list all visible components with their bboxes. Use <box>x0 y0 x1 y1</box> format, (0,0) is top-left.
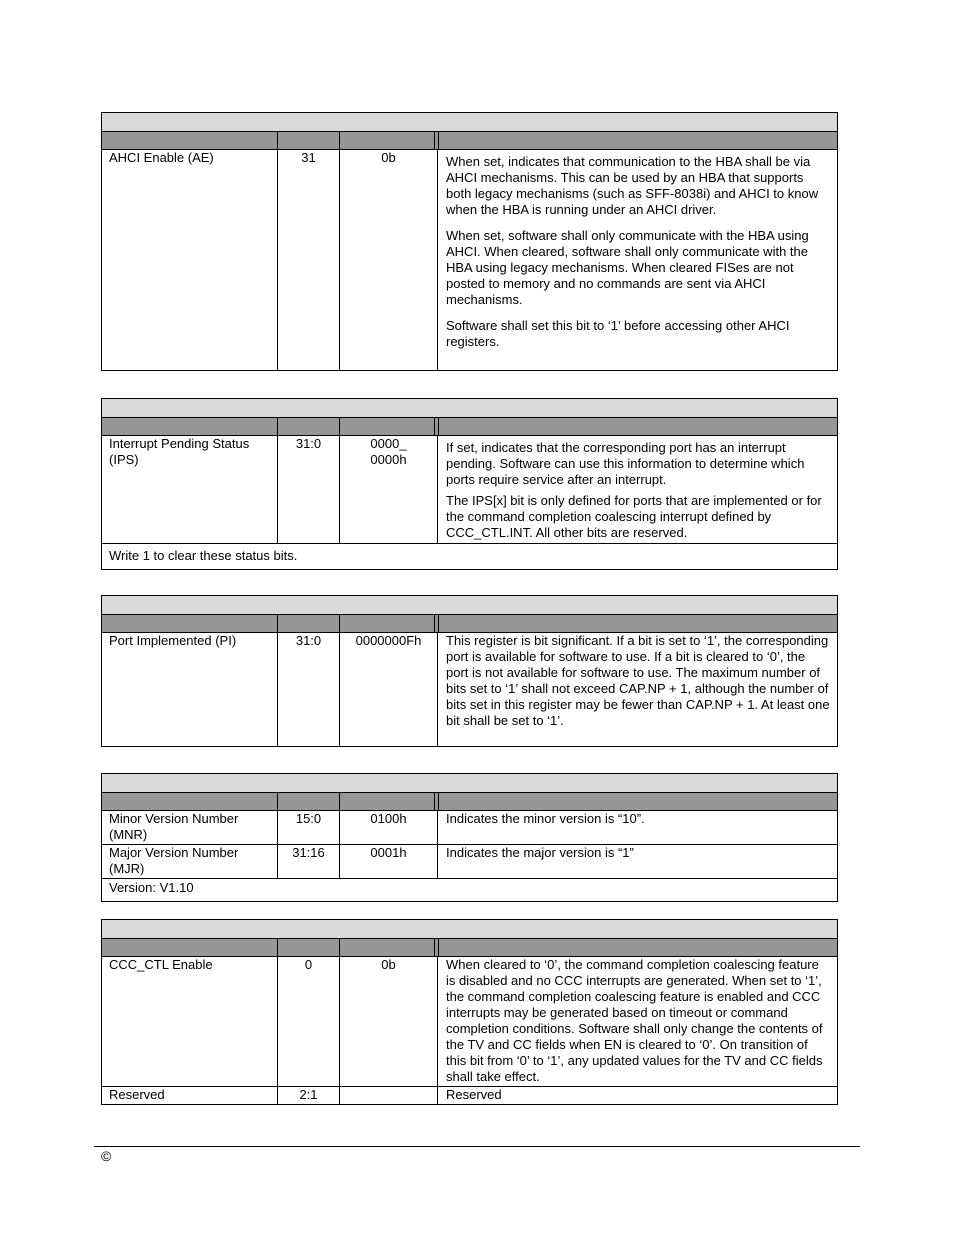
table-row <box>102 811 837 845</box>
description-paragraph: The IPS[x] bit is only defined for ports that are implemented or for the command completion coalescing interrupt defined by CCC_CTL.INT. All other bits are reserved. <box>446 493 822 540</box>
table-header <box>102 418 837 436</box>
description: Indicates the minor version is “10”. <box>446 811 645 826</box>
table-note: Version: V1.10 <box>109 880 194 895</box>
field-name: Interrupt Pending Status (IPS) <box>102 436 278 543</box>
description-paragraph: When set, indicates that communication to the HBA shall be via AHCI mechanisms. This can be used by an HBA that supports both legacy mechanisms (such as SFF-8038i) and AHCI to know when the HBA is running under an AHCI driver. <box>446 154 819 217</box>
bits: 31:0 <box>278 633 340 746</box>
table-header <box>102 939 837 957</box>
table-row <box>102 957 837 1087</box>
table-row <box>102 1087 837 1104</box>
default-value <box>340 1087 438 1104</box>
table-row <box>102 633 837 746</box>
description <box>438 150 837 370</box>
description <box>438 436 837 543</box>
footer-copyright: © <box>101 1148 112 1164</box>
description-paragraph: If set, indicates that the corresponding port has an interrupt pending. Software can use this information to determine which ports require service after an interrupt. <box>446 440 805 487</box>
default-value: 0b <box>340 150 438 370</box>
table-title-bar <box>102 399 837 418</box>
description-paragraph: Software shall set this bit to ‘1’ before accessing other AHCI registers. <box>446 318 790 349</box>
field-name: Major Version Number (MJR) <box>102 845 278 878</box>
default-value: 0000000Fh <box>340 633 438 746</box>
register-table-is <box>101 398 838 570</box>
bits: 15:0 <box>278 811 340 844</box>
bits: 31:0 <box>278 436 340 543</box>
bits: 31:16 <box>278 845 340 878</box>
bits: 0 <box>278 957 340 1086</box>
register-table-pi <box>101 595 838 747</box>
table-title-bar <box>102 596 837 615</box>
register-table-ghc <box>101 112 838 371</box>
description: This register is bit significant. If a bit is set to ‘1’, the corresponding port is available for software to use. If a bit is cleared to ‘0’, the port is not available for software to use. The maximum number of bits set to ‘1’ shall not exceed CAP.NP + 1, although the number of bits set in this register may be fewer than CAP.NP + 1. At least one bit shall be set to ‘1’. <box>446 633 830 728</box>
table-header <box>102 615 837 633</box>
default-value: 0001h <box>340 845 438 878</box>
table-header <box>102 132 837 150</box>
table-row <box>102 845 837 879</box>
field-name: Reserved <box>102 1087 278 1104</box>
description: Indicates the major version is “1” <box>446 845 634 860</box>
field-name: AHCI Enable (AE) <box>102 150 278 370</box>
field-name: Port Implemented (PI) <box>102 633 278 746</box>
field-name: CCC_CTL Enable <box>102 957 278 1086</box>
table-row <box>102 436 837 544</box>
field-name: Minor Version Number (MNR) <box>102 811 278 844</box>
description: Reserved <box>446 1087 502 1102</box>
default-value: 0b <box>340 957 438 1086</box>
description-paragraph: When set, software shall only communicate with the HBA using AHCI. When cleared, software shall only communicate with the HBA using legacy mechanisms. When cleared FISes are not posted to memory and no commands are sent via AHCI mechanisms. <box>446 228 809 307</box>
default-value-line: 0000h <box>370 452 407 467</box>
table-title-bar <box>102 774 837 793</box>
default-value: 0100h <box>340 811 438 844</box>
register-table-vs <box>101 773 838 902</box>
default-value-line: 0000_ <box>370 436 407 451</box>
table-note: Write 1 to clear these status bits. <box>109 548 298 563</box>
footer-divider <box>94 1146 860 1147</box>
default-value <box>340 436 438 543</box>
description: When cleared to ‘0’, the command completion coalescing feature is disabled and no CCC interrupts are generated. When set to ‘1’, the command completion coalescing feature is enabled and CCC interrupts may be generated based on timeout or command completion conditions. Software shall only change the contents of the TV and CC fields when EN is cleared to ‘0’. On transition of this bit from ‘0’ to ‘1’, any updated values for the TV and CC fields shall take effect. <box>446 957 823 1084</box>
table-title-bar <box>102 113 837 132</box>
table-header <box>102 793 837 811</box>
bits: 2:1 <box>278 1087 340 1104</box>
table-title-bar <box>102 920 837 939</box>
bits: 31 <box>278 150 340 370</box>
register-table-ccc-ctl <box>101 919 838 1105</box>
table-row <box>102 150 837 370</box>
